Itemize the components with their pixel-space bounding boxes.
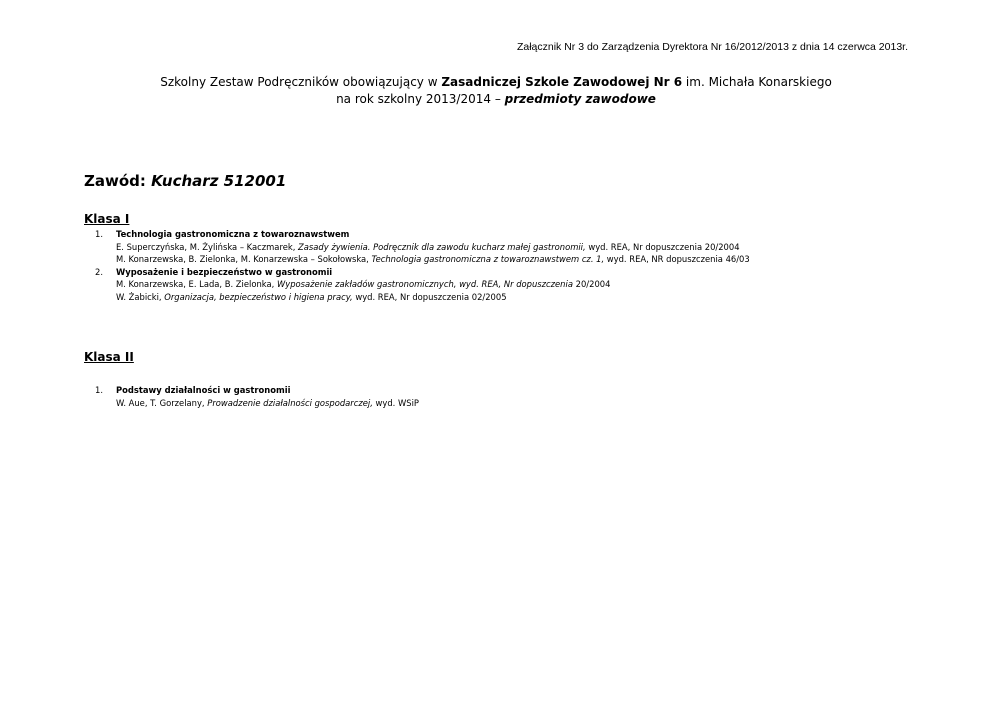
subject-number: 1. <box>95 385 103 395</box>
book-publisher: wyd. REA, NR dopuszczenia 46/03 <box>604 254 750 264</box>
book-entry <box>116 241 964 254</box>
book-title: Prowadzenie działalności gospodarczej, <box>207 397 373 408</box>
profession-heading <box>84 172 286 190</box>
subject-item <box>84 266 964 304</box>
book-authors: E. Superczyńska, M. Żylińska – Kaczmarek, <box>116 241 299 252</box>
book-publisher: wyd. WSiP <box>372 397 419 408</box>
book-authors: M. Konarzewska, E. Lada, B. Zielonka, <box>116 279 277 289</box>
book-entry <box>116 278 964 291</box>
subject-number: 2. <box>95 266 103 277</box>
book-authors: W. Aue, T. Gorzelany, <box>116 397 208 408</box>
book-publisher: wyd. REA, Nr dopuszczenia 02/2005 <box>352 291 507 302</box>
subject-type: przedmioty zawodowe <box>504 92 656 106</box>
book-publisher: wyd. REA, Nr dopuszczenia 20/2004 <box>585 241 740 252</box>
book-authors: M. Konarzewska, B. Zielonka, M. Konarzewska – Sokołowska, <box>116 254 372 264</box>
subject-name: Wyposażenie i bezpieczeństwo w gastronomii <box>116 266 333 277</box>
profession-label: Zawód: <box>84 172 152 190</box>
book-entry <box>116 253 964 266</box>
klasa-1-heading: Klasa I <box>84 212 130 226</box>
school-name: Zasadniczej Szkole Zawodowej Nr 6 <box>441 75 683 89</box>
book-title: Zasady żywienia. Podręcznik dla zawodu kucharz małej gastronomii, <box>298 241 586 252</box>
annex-note: Załącznik Nr 3 do Zarządzenia Dyrektora Nr 16/2012/2013 z dnia 14 czerwca 2013r. <box>516 41 908 53</box>
klasa-1-subject-list <box>84 228 964 303</box>
title-line-1-suffix: im. Michała Konarskiego <box>682 75 832 89</box>
profession-value: Kucharz 512001 <box>151 172 287 190</box>
subject-name: Technologia gastronomiczna z towaroznawstwem <box>116 229 350 239</box>
title-line-2 <box>0 91 992 108</box>
book-title: Wyposażenie zakładów gastronomicznych, wyd. REA, Nr dopuszczenia <box>276 279 573 289</box>
book-entry <box>116 291 964 304</box>
document-title <box>0 74 992 108</box>
subject-number: 1. <box>95 229 103 239</box>
subject-item <box>84 228 964 266</box>
subject-item <box>84 384 964 409</box>
title-line-1 <box>0 74 992 91</box>
subject-name: Podstawy działalności w gastronomii <box>116 385 291 395</box>
book-title: Organizacja, bezpieczeństwo i higiena pracy, <box>164 291 353 302</box>
klasa-2-heading: Klasa II <box>84 350 134 364</box>
title-line-2-prefix: na rok szkolny 2013/2014 – <box>336 92 505 106</box>
book-entry <box>116 397 964 410</box>
book-publisher: 20/2004 <box>572 279 611 289</box>
book-authors: W. Żabicki, <box>116 291 165 302</box>
title-line-1-prefix: Szkolny Zestaw Podręczników obowiązujący w <box>160 75 442 89</box>
book-title: Technologia gastronomiczna z towaroznawstwem cz. 1, <box>371 254 605 264</box>
klasa-2-subject-list <box>84 384 964 409</box>
